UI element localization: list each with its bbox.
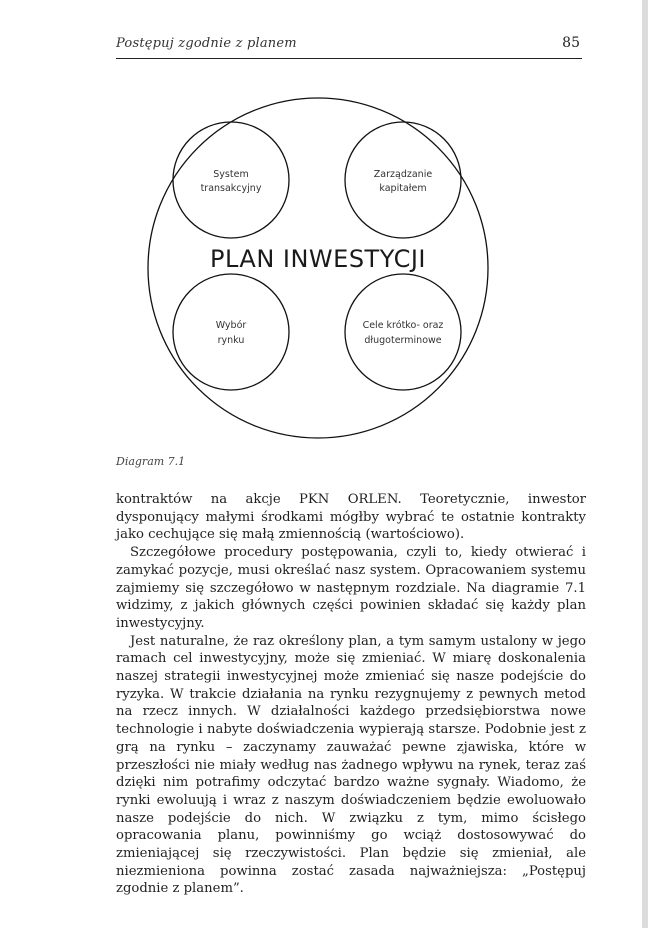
- circle-market-line1: Wybór: [215, 320, 247, 331]
- circle-system-line1: System: [213, 169, 249, 180]
- diagram-caption: Diagram 7.1: [116, 455, 186, 468]
- circle-goals-line2: długoterminowe: [364, 335, 442, 346]
- circle-capital: [345, 122, 461, 238]
- paragraph-1: kontraktów na akcje PKN ORLEN. Teoretycznie, inwestor dysponujący małymi środkami mógłby wybrać te ostatnie kontrakty jako cechujące się małą zmiennością (wartościowo).: [116, 492, 586, 543]
- page-gutter-shadow: [642, 0, 648, 928]
- running-title: Postępuj zgodnie z planem: [116, 36, 297, 51]
- circle-capital-line1: Zarządzanie: [373, 169, 433, 180]
- page-number: 85: [562, 35, 580, 51]
- body-text: [116, 491, 586, 898]
- circle-system: [173, 122, 289, 238]
- paragraph-3: Jest naturalne, że raz określony plan, a tym samym ustalony w jego ramach cel inwestycyjny, może się zmieniać. W miarę doskonalenia naszej strategii inwestycyjnej może zmieniać się nasze podejście do ryzyka. W trakcie działania na rynku rezygnujemy z pewnych metod na rzecz innych. W działalności każdego przedsiębiorstwa nowe technologie i nabyte doświadczenia wypierają starsze. Podobnie jest z grą na rynku – zaczynamy zauważać pewne zjawiska, które w przeszłości nie miały według nas żadnego wpływu na rynek, teraz zaś dzięki nim potrafimy odczytać bardzo ważne sygnały. Wiadomo, że rynki ewoluują i wraz z naszym doświadczeniem będzie ewoluowało nasze podejście do nich. W związku z tym, mimo ścisłego opracowania planu, powinniśmy go wciąż dostosowywać do zmieniającej się rzeczywistości. Plan będzie się zmieniał, ale niezmieniona powinna zostać zasada najważniejsza: „Postępuj zgodnie z planem”.: [116, 633, 586, 897]
- circle-system-line2: transakcyjny: [200, 183, 262, 194]
- plan-diagram: [145, 95, 491, 441]
- circle-market: [173, 274, 289, 390]
- page-header: [116, 36, 582, 59]
- diagram-center-label: PLAN INWESTYCJI: [210, 245, 426, 273]
- circle-goals-line1: Cele krótko- oraz: [362, 320, 444, 331]
- plan-diagram-svg: [145, 95, 491, 441]
- circle-market-line2: rynku: [217, 335, 245, 346]
- circle-capital-line2: kapitałem: [379, 183, 427, 194]
- circle-goals: [345, 274, 461, 390]
- paragraph-2: Szczegółowe procedury postępowania, czyli to, kiedy otwierać i zamykać pozycje, musi określać nasz system. Opracowaniem systemu zajmiemy się szczegółowo w następnym rozdziale. Na diagramie 7.1 widzimy, z jakich głównych części powinien składać się każdy plan inwestycyjny.: [116, 545, 586, 631]
